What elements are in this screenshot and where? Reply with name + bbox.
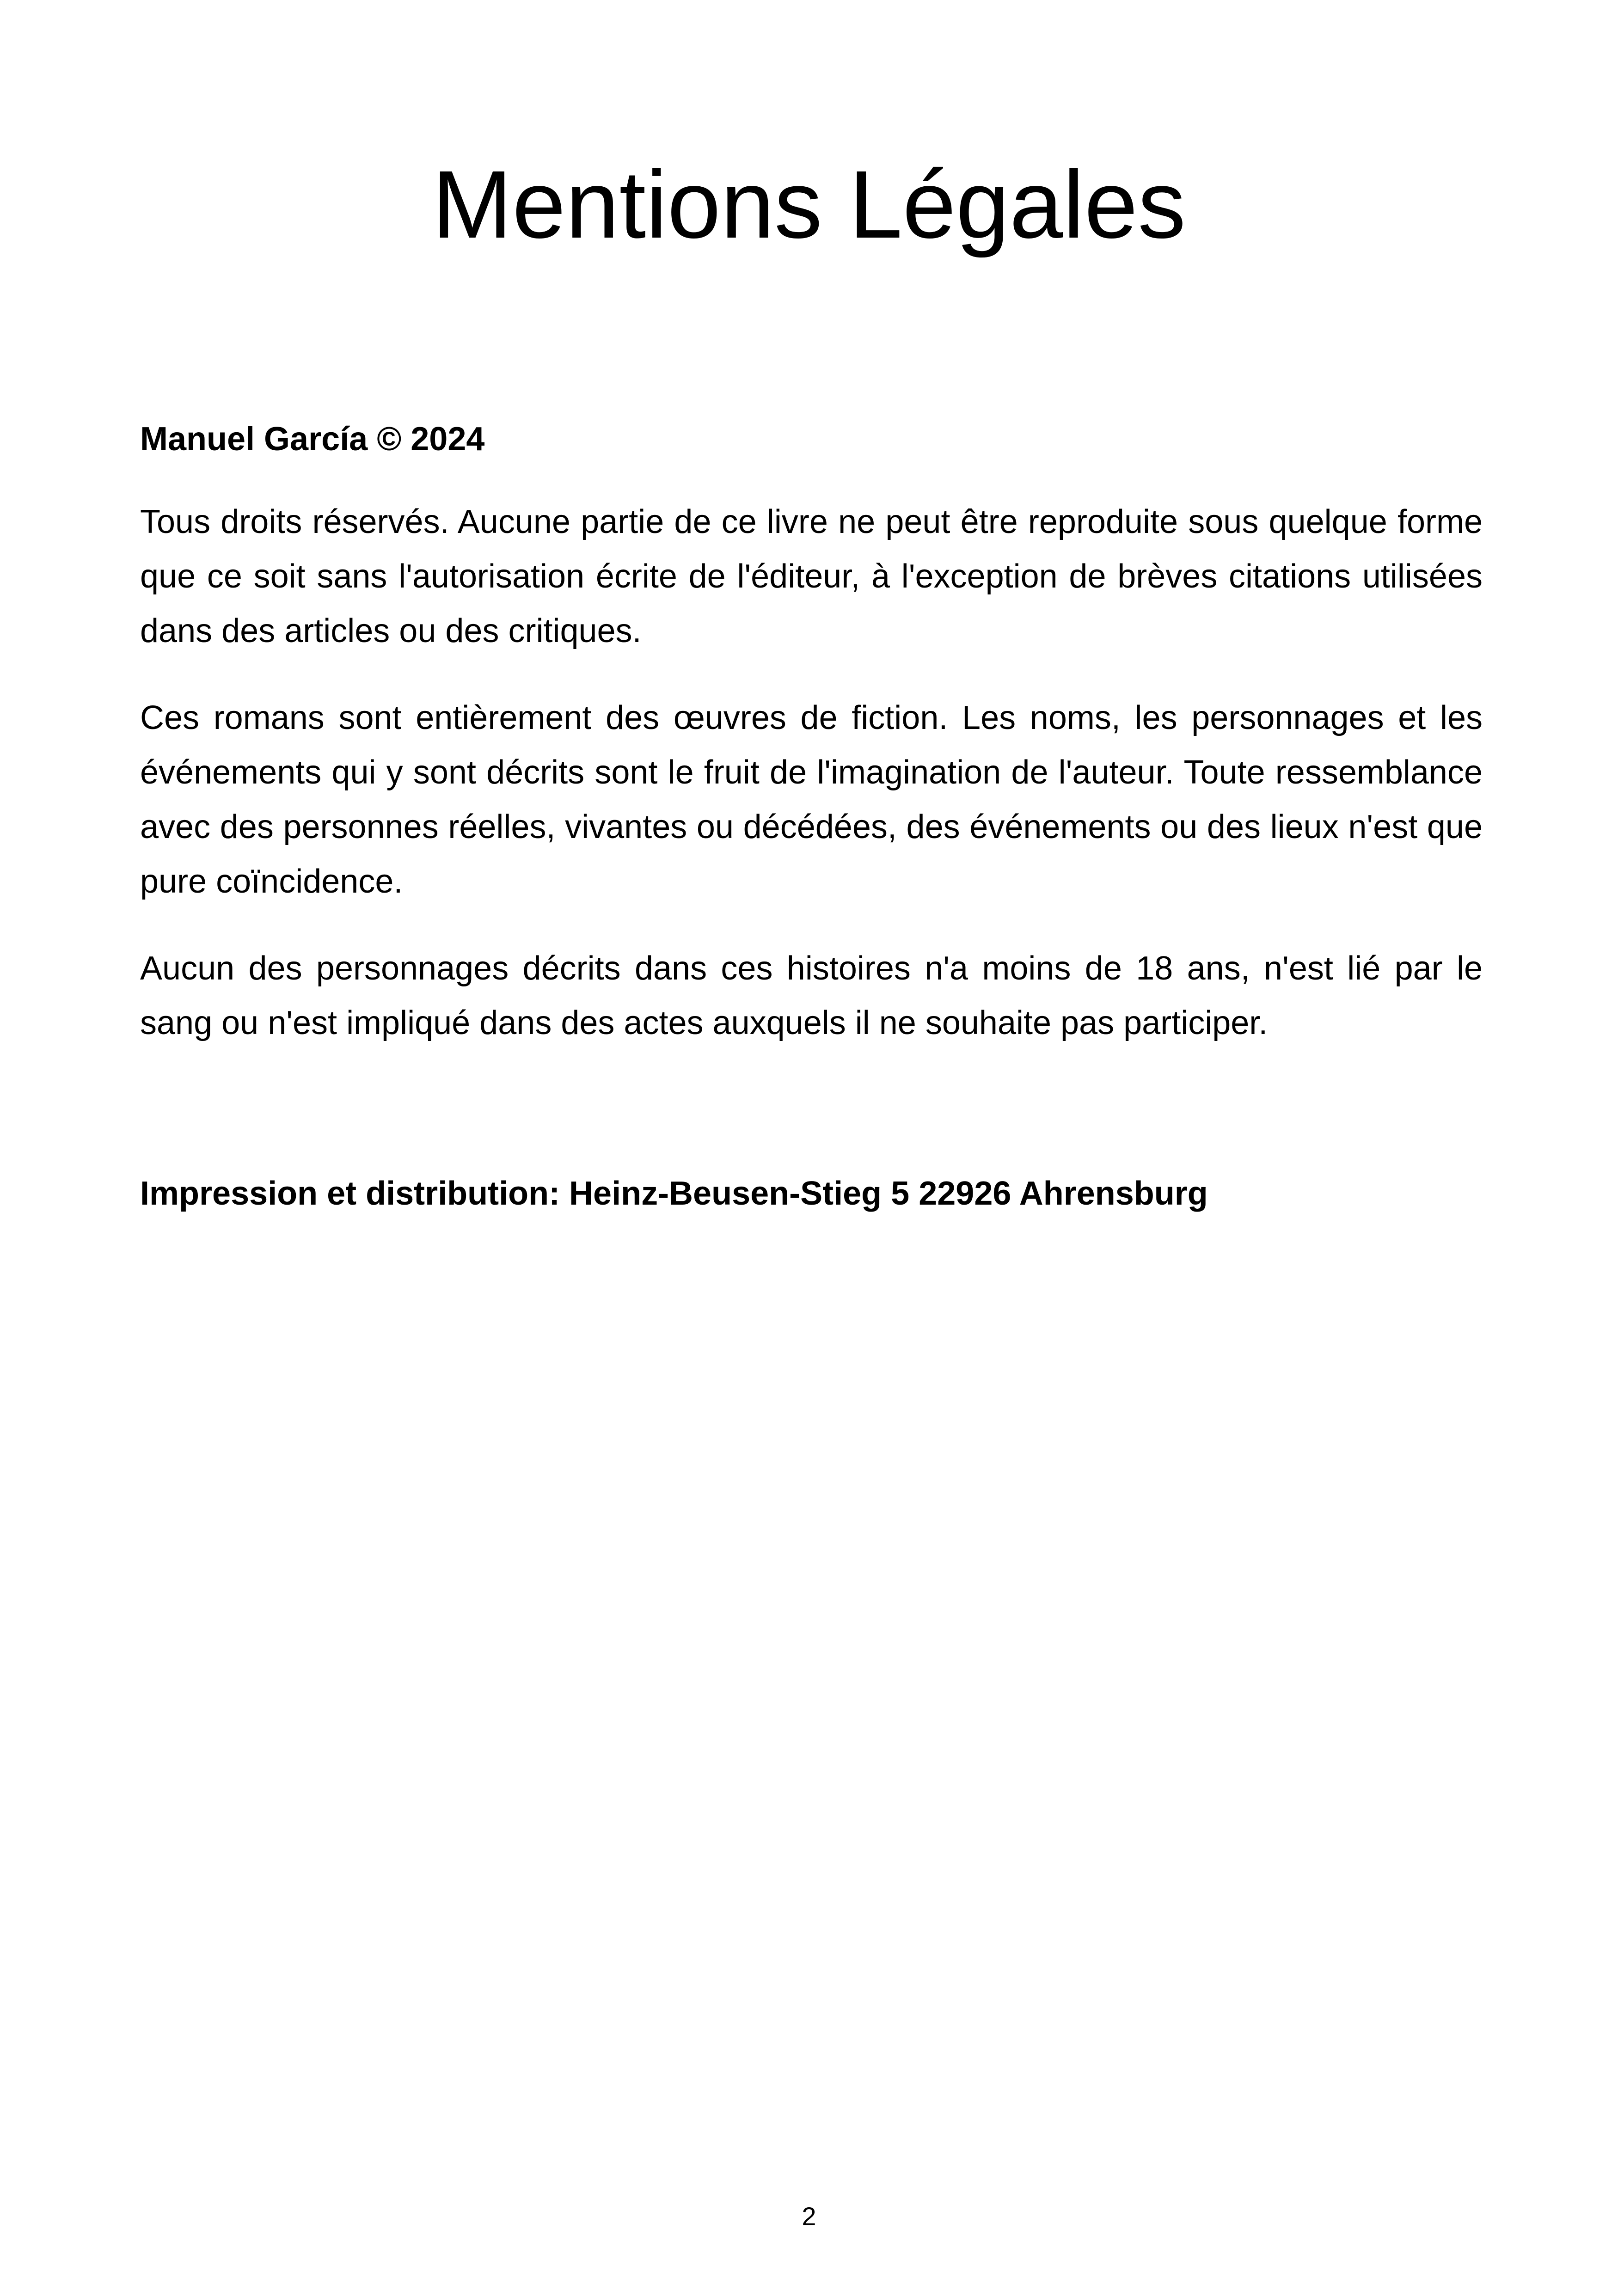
fiction-disclaimer-paragraph: Ces romans sont entièrement des œuvres de fiction. Les noms, les personnages et les événements qui y sont décrits sont le fruit de l'imagination de l'auteur. Toute ressemblance avec des personnes réelles, vivantes ou décédées, des événements ou des lieux n'est que pure coïncidence. xyxy=(140,699,1483,900)
age-disclaimer-paragraph: Aucun des personnages décrits dans ces histoires n'a moins de 18 ans, n'est lié par le sang ou n'est impliqué dans des actes auxquels il ne souhaite pas participer. xyxy=(140,950,1483,1041)
legal-notice-body xyxy=(140,411,1483,1221)
rights-reserved-paragraph: Tous droits réservés. Aucune partie de ce livre ne peut être reproduite sous quelque forme que ce soit sans l'autorisation écrite de l'éditeur, à l'exception de brèves citations utilisées dans des articles ou des critiques. xyxy=(140,503,1483,649)
copyright-line: Manuel García © 2024 xyxy=(140,421,485,458)
page-title: Mentions Légales xyxy=(432,151,1186,258)
imprint-line: Impression et distribution: Heinz-Beusen-Stieg 5 22926 Ahrensburg xyxy=(140,1175,1208,1212)
page-number: 2 xyxy=(802,2202,816,2231)
